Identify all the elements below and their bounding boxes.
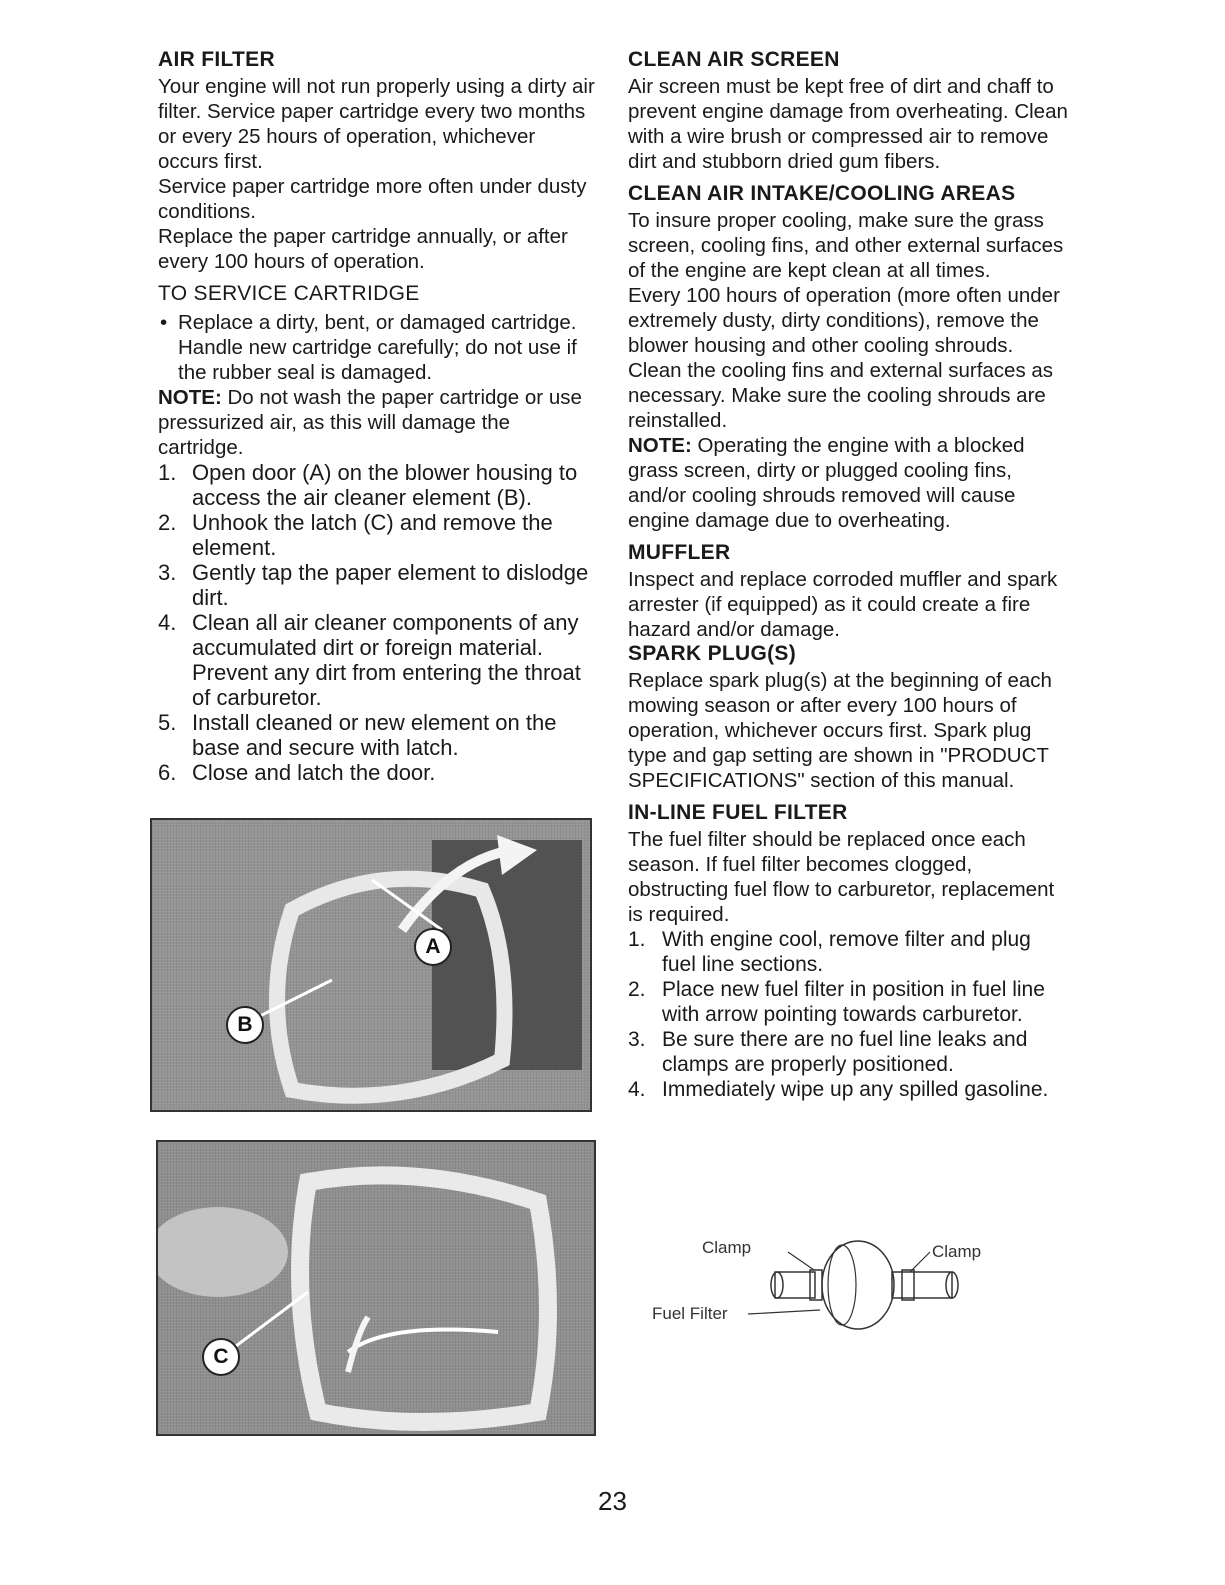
page-number: 23 — [598, 1486, 627, 1516]
latch-photo — [156, 1140, 596, 1436]
spark-plug-text: Replace spark plug(s) at the beginning of each mowing season or after every 100 hours of operation, whichever occurs first. Spark plug type and gap setting are shown in "PRODUCT SPECIFICATIONS" section of this manual. — [628, 669, 1052, 792]
photo-illustration — [158, 1142, 594, 1434]
bullet-marker: • — [160, 311, 168, 334]
list-item — [158, 560, 598, 610]
air-filter-paragraph-3: Replace the paper cartridge annually, or after every 100 hours of operation. — [158, 225, 568, 273]
photo-illustration — [152, 820, 590, 1110]
step-number: 2. — [158, 510, 177, 535]
step-number: 1. — [158, 460, 177, 485]
step-text: Immediately wipe up any spilled gasoline. — [662, 1078, 1049, 1101]
step-text: Install cleaned or new element on the base and secure with latch. — [192, 710, 557, 760]
intake-note — [628, 433, 1068, 533]
clamp-label-left: Clamp — [702, 1238, 752, 1257]
step-text: Be sure there are no fuel line leaks and clamps are properly positioned. — [662, 1028, 1028, 1076]
list-item — [628, 1077, 1068, 1102]
list-item — [628, 1027, 1068, 1077]
fuel-filter-label: Fuel Filter — [652, 1304, 728, 1323]
clamp-left-leader — [788, 1252, 814, 1270]
air-filter-paragraph-1: Your engine will not run properly using a dirty air filter. Service paper cartridge every two months or every 25 hours of operation, whichever occurs first. — [158, 75, 595, 173]
air-filter-steps — [158, 460, 598, 785]
intake-cooling-paragraph-2: Every 100 hours of operation (more often under extremely dusty, dirty conditions), remove the blower housing and other cooling shrouds. Clean the cooling fins and external surfaces as necessary. Make sure the cooling shrouds are reinstalled. — [628, 284, 1060, 432]
list-item — [628, 977, 1068, 1027]
step-number: 2. — [628, 978, 646, 1001]
step-number: 4. — [628, 1078, 646, 1101]
muffler-heading: MUFFLER — [628, 541, 731, 564]
right-column — [628, 48, 1068, 1102]
fuel-filter-diagram — [630, 1230, 1030, 1340]
list-item — [158, 610, 598, 710]
service-bullet — [158, 310, 598, 385]
step-text: Unhook the latch (C) and remove the element. — [192, 510, 553, 560]
note-text: Operating the engine with a blocked grass screen, dirty or plugged cooling fins, and/or cooling shrouds removed will cause engine damage due to overheating. — [628, 434, 1025, 532]
left-column — [158, 48, 598, 785]
callout-c: C — [202, 1338, 240, 1376]
intake-cooling-paragraph-1: To insure proper cooling, make sure the grass screen, cooling fins, and other external surfaces of the engine are kept clean at all times. — [628, 209, 1064, 282]
clamp-right-shape — [902, 1270, 914, 1300]
note-label: NOTE: — [628, 434, 692, 457]
list-item — [628, 927, 1068, 977]
clamp-left-shape — [810, 1270, 822, 1300]
clean-air-screen-text: Air screen must be kept free of dirt and chaff to prevent engine damage from overheating. Clean with a wire brush or compressed air to remove dirt and stubborn dried gum fibers. — [628, 75, 1068, 173]
callout-a: A — [414, 928, 452, 966]
fuel-filter-text: The fuel filter should be replaced once each season. If fuel filter becomes clogged, obstructing fuel flow to carburetor, replacement is required. — [628, 828, 1055, 926]
intake-cooling-heading: CLEAN AIR INTAKE/COOLING AREAS — [628, 182, 1016, 205]
fuel-line-right — [892, 1272, 952, 1298]
spark-plug-heading: SPARK PLUG(S) — [628, 642, 797, 665]
step-text: Open door (A) on the blower housing to access the air cleaner element (B). — [192, 460, 578, 510]
clean-air-screen-heading: CLEAN AIR SCREEN — [628, 48, 840, 71]
step-text: Close and latch the door. — [192, 760, 436, 785]
list-item — [158, 460, 598, 510]
fuel-line-left-end — [771, 1272, 783, 1298]
air-filter-heading: AIR FILTER — [158, 48, 275, 71]
step-number: 3. — [158, 560, 177, 585]
note-text: Do not wash the paper cartridge or use pressurized air, as this will damage the cartridge. — [158, 386, 582, 459]
air-filter-note — [158, 385, 598, 460]
step-number: 6. — [158, 760, 177, 785]
step-text: Clean all air cleaner components of any accumulated dirt or foreign material. Prevent any dirt from entering the throat of carburetor. — [192, 610, 581, 710]
step-number: 4. — [158, 610, 177, 635]
bullet-text: Replace a dirty, bent, or damaged cartridge. Handle new cartridge carefully; do not use if the rubber seal is damaged. — [178, 311, 577, 384]
air-filter-paragraph-2: Service paper cartridge more often under dusty conditions. — [158, 175, 587, 223]
fuel-filter-leader — [748, 1310, 820, 1314]
step-number: 1. — [628, 928, 646, 951]
step-text: Place new fuel filter in position in fuel line with arrow pointing towards carburetor. — [662, 978, 1045, 1026]
air-cleaner-door-photo — [150, 818, 592, 1112]
fuel-filter-heading: IN-LINE FUEL FILTER — [628, 801, 848, 824]
step-number: 5. — [158, 710, 177, 735]
clamp-right-leader — [910, 1252, 930, 1272]
list-item — [158, 510, 598, 560]
fuel-filter-steps — [628, 927, 1068, 1102]
note-label: NOTE: — [158, 386, 222, 409]
list-item — [158, 710, 598, 760]
service-cartridge-subheading: TO SERVICE CARTRIDGE — [158, 282, 420, 305]
step-number: 3. — [628, 1028, 646, 1051]
filter-body-face — [828, 1245, 856, 1325]
muffler-text: Inspect and replace corroded muffler and spark arrester (if equipped) as it could create a fire hazard and/or damage. — [628, 568, 1058, 641]
step-text: With engine cool, remove filter and plug fuel line sections. — [662, 928, 1031, 976]
clamp-label-right: Clamp — [932, 1242, 982, 1261]
callout-b: B — [226, 1006, 264, 1044]
list-item — [158, 760, 598, 785]
step-text: Gently tap the paper element to dislodge dirt. — [192, 560, 589, 610]
